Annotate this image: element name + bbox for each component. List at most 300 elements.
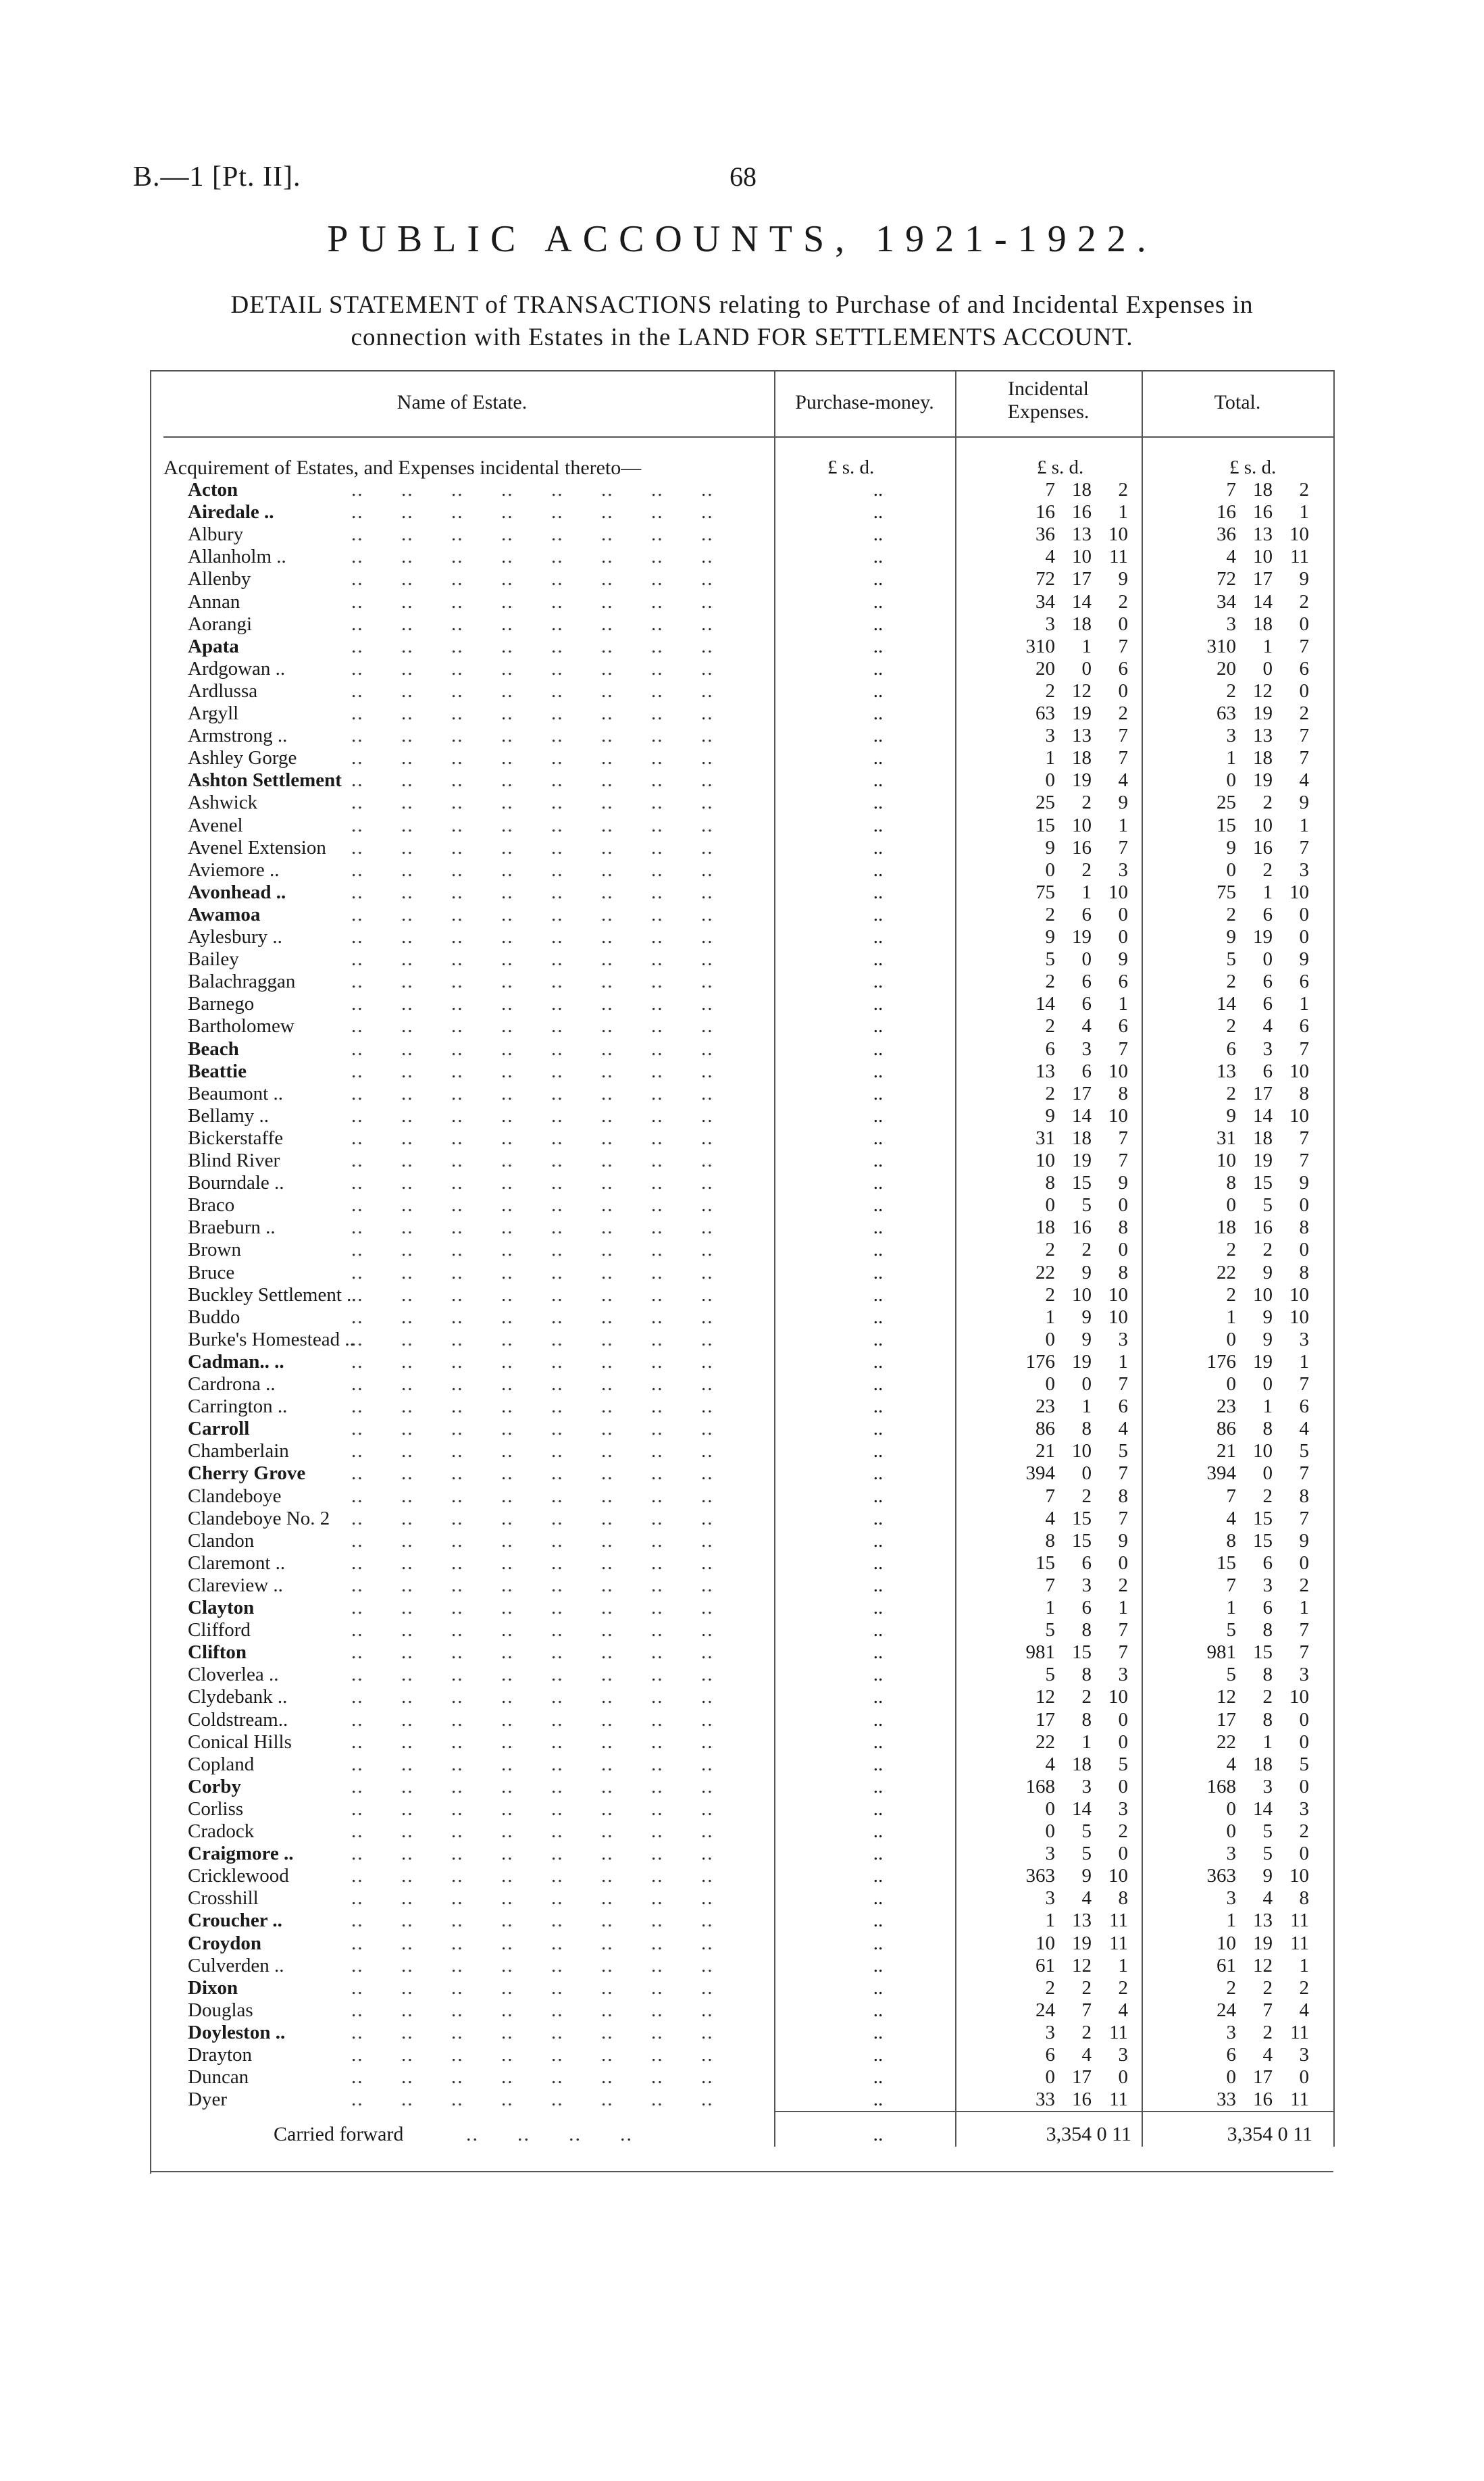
total-pounds: 4 [1226,546,1236,568]
incidental-shillings: 6 [1081,993,1092,1015]
total-shillings: 19 [1253,769,1273,792]
total-pounds: 1 [1226,747,1236,769]
table-row [0,568,1484,590]
leader-dots: .. .. .. .. .. .. .. .. [351,993,714,1015]
total-pounds: 2 [1226,903,1236,925]
purchase-money-cell: .. [873,792,884,814]
total-pounds: 2 [1226,1082,1236,1104]
total-pence: 7 [1299,1150,1309,1171]
purchase-money-cell: .. [873,1910,884,1932]
estate-name: Balachraggan [188,971,296,993]
total-shillings: 12 [1253,680,1273,702]
total-pounds: 7 [1226,479,1236,501]
total-pounds: 3 [1226,2021,1236,2043]
incidental-pence: 0 [1118,613,1128,635]
purchase-money-cell: .. [873,1641,884,1664]
purchase-money-cell: .. [873,1529,884,1552]
estate-name: Ashwick [188,792,258,814]
estate-name: Corby [188,1775,241,1797]
total-pence: 11 [1290,1910,1309,1932]
total-pence: 0 [1299,926,1309,948]
total-pounds: 0 [1226,859,1236,881]
incidental-shillings: 9 [1081,1865,1092,1887]
total-pounds: 16 [1217,501,1236,523]
incidental-shillings: 7 [1081,1999,1092,2021]
leader-dots: .. .. .. .. .. .. .. .. [351,1843,714,1865]
purchase-money-cell: .. [873,1396,884,1418]
estate-name: Ardgowan .. [188,657,286,680]
table-row [0,1060,1484,1083]
incidental-pounds: 9 [1045,926,1055,948]
incidental-shillings: 14 [1072,1797,1092,1820]
column-header-name: Name of Estate. [396,391,528,413]
total-shillings: 1 [1262,635,1273,657]
table-row [0,1955,1484,1977]
total-pounds: 310 [1206,635,1236,657]
purchase-money-cell: .. [873,1686,884,1708]
leader-dots: .. .. .. .. .. .. .. .. [351,657,714,680]
leader-dots: .. .. .. .. .. .. .. .. [351,1910,714,1932]
incidental-shillings: 13 [1072,523,1092,546]
column-header-total: Total. [1214,391,1261,413]
estate-name: Cricklewood [188,1865,289,1887]
estate-name: Brown [188,1239,241,1261]
total-shillings: 9 [1262,1865,1273,1887]
total-shillings: 6 [1262,1060,1273,1082]
total-shillings: 8 [1262,1708,1273,1731]
estate-name: Blind River [188,1150,280,1171]
purchase-money-cell: .. [873,1999,884,2021]
carried-rule-top [774,2111,1333,2112]
incidental-pence: 0 [1118,903,1128,925]
total-shillings: 2 [1262,2021,1273,2043]
total-pence: 8 [1299,1887,1309,1910]
leader-dots: .. .. .. .. .. .. .. .. [351,1865,714,1887]
total-pounds: 8 [1226,1172,1236,1194]
total-pounds: 9 [1226,926,1236,948]
purchase-money-cell: .. [873,1619,884,1641]
purchase-money-cell: .. [873,501,884,523]
incidental-pounds: 16 [1035,501,1055,523]
incidental-shillings: 2 [1081,2021,1092,2043]
total-pounds: 12 [1217,1686,1236,1708]
incidental-pounds: 0 [1045,1194,1055,1217]
leader-dots: .. .. .. .. .. .. .. .. [351,1350,714,1373]
incidental-pence: 9 [1118,1172,1128,1194]
table-row [0,815,1484,837]
incidental-pounds: 0 [1045,769,1055,792]
incidental-shillings: 8 [1081,1708,1092,1731]
incidental-pounds: 22 [1035,1731,1055,1753]
total-pence: 4 [1299,1999,1309,2021]
incidental-pounds: 3 [1045,1843,1055,1865]
leader-dots: .. .. .. .. .. .. .. .. [351,1150,714,1171]
purchase-money-cell: .. [873,1217,884,1239]
incidental-pounds: 17 [1035,1708,1055,1731]
table-row [0,613,1484,636]
total-pence: 10 [1289,1104,1309,1127]
total-shillings: 13 [1253,1910,1273,1932]
incidental-pounds: 0 [1045,859,1055,881]
units-purchase-money: £ s. d. [827,457,875,478]
total-pounds: 4 [1226,1753,1236,1775]
incidental-pence: 7 [1118,747,1128,769]
table-row [0,2066,1484,2089]
total-pence: 10 [1289,1283,1309,1306]
table-row [0,1440,1484,1462]
total-pence: 10 [1289,1686,1309,1708]
incidental-pounds: 5 [1045,1664,1055,1686]
total-pence: 5 [1299,1753,1309,1775]
page-title: PUBLIC ACCOUNTS, 1921-1922. [327,218,1157,260]
total-pence: 0 [1299,1708,1309,1731]
total-pounds: 31 [1217,1127,1236,1149]
incidental-pence: 9 [1118,948,1128,971]
purchase-money-cell: .. [873,1038,884,1060]
incidental-pence: 2 [1118,590,1128,613]
estate-name: Aylesbury .. [188,926,282,948]
purchase-money-cell: .. [873,635,884,657]
incidental-pence: 0 [1118,1731,1128,1753]
purchase-money-cell: .. [873,1328,884,1350]
purchase-money-cell: .. [873,1350,884,1373]
total-pounds: 63 [1217,702,1236,724]
purchase-money-cell: .. [873,1373,884,1395]
incidental-pence: 1 [1118,501,1128,523]
incidental-pounds: 394 [1025,1462,1055,1485]
total-shillings: 1 [1262,1396,1273,1418]
incidental-pence: 8 [1118,1887,1128,1910]
purchase-money-cell: .. [873,1462,884,1485]
total-pounds: 75 [1217,881,1236,903]
estate-name: Beach [188,1038,239,1060]
incidental-shillings: 17 [1072,1082,1092,1104]
table-row [0,1865,1484,1887]
incidental-pence: 3 [1118,1664,1128,1686]
incidental-pounds: 176 [1025,1350,1055,1373]
table-row [0,1754,1484,1776]
purchase-money-cell: .. [873,1261,884,1283]
total-pence: 3 [1299,1328,1309,1350]
leader-dots: .. .. .. .. .. .. .. .. [351,1485,714,1507]
incidental-pence: 10 [1108,1306,1128,1328]
total-shillings: 18 [1253,613,1273,635]
incidental-pence: 7 [1118,635,1128,657]
table-row [0,546,1484,568]
table-row [0,1262,1484,1284]
incidental-pence: 3 [1118,1328,1128,1350]
estate-name: Allenby [188,568,251,590]
incidental-shillings: 2 [1081,1239,1092,1261]
incidental-pence: 10 [1108,1283,1128,1306]
total-shillings: 19 [1253,1932,1273,1954]
column-header-incidental-line-1: Incidental [1008,378,1089,400]
incidental-shillings: 8 [1081,1418,1092,1440]
total-shillings: 9 [1262,1306,1273,1328]
purchase-money-cell: .. [873,1082,884,1104]
leader-dots: .. .. .. .. .. .. .. .. [351,1507,714,1529]
incidental-pounds: 8 [1045,1529,1055,1552]
incidental-shillings: 9 [1081,1306,1092,1328]
total-shillings: 9 [1262,1261,1273,1283]
total-shillings: 13 [1253,725,1273,747]
purchase-money-cell: .. [873,993,884,1015]
estate-name: Doyleston .. [188,2021,286,2043]
total-pence: 2 [1299,479,1309,501]
purchase-money-cell: .. [873,1664,884,1686]
total-pence: 6 [1299,657,1309,680]
table-row [0,971,1484,993]
total-shillings: 15 [1253,1529,1273,1552]
table-row [0,1217,1484,1239]
leader-dots: .. .. .. .. .. .. .. .. [351,1418,714,1440]
total-pounds: 1 [1226,1306,1236,1328]
total-pence: 5 [1299,1440,1309,1462]
total-pence: 0 [1299,1552,1309,1574]
total-shillings: 8 [1262,1664,1273,1686]
table-row [0,948,1484,971]
incidental-shillings: 2 [1081,1686,1092,1708]
purchase-money-cell: .. [873,926,884,948]
total-shillings: 18 [1253,1753,1273,1775]
incidental-pence: 7 [1118,1373,1128,1395]
estate-name: Corliss [188,1797,244,1820]
leader-dots: .. .. .. .. [466,2123,633,2145]
incidental-pence: 7 [1118,1150,1128,1171]
purchase-money-cell: .. [873,1440,884,1462]
incidental-pounds: 4 [1045,546,1055,568]
table-row [0,1843,1484,1865]
table-row [0,1083,1484,1105]
incidental-shillings: 8 [1081,1664,1092,1686]
estate-name: Cardrona .. [188,1373,276,1395]
total-pence: 2 [1299,1820,1309,1842]
incidental-pounds: 72 [1035,568,1055,590]
incidental-shillings: 6 [1081,1060,1092,1082]
incidental-pence: 11 [1109,2089,1128,2111]
total-pence: 9 [1299,1172,1309,1194]
total-pounds: 2 [1226,680,1236,702]
total-pounds: 5 [1226,1619,1236,1641]
total-pence: 0 [1299,1194,1309,1217]
total-pounds: 2 [1226,1015,1236,1038]
estate-name: Avenel Extension [188,836,326,859]
incidental-pence: 5 [1118,1753,1128,1775]
incidental-pounds: 36 [1035,523,1055,546]
table-row [0,1731,1484,1754]
table-row [0,1597,1484,1619]
incidental-pounds: 2 [1045,1283,1055,1306]
incidental-shillings: 4 [1081,1887,1092,1910]
estate-name: Clandeboye No. 2 [188,1507,330,1529]
incidental-pounds: 15 [1035,814,1055,836]
total-pence: 1 [1299,1954,1309,1976]
incidental-pounds: 24 [1035,1999,1055,2021]
incidental-pence: 8 [1118,1485,1128,1507]
table-row [0,1820,1484,1843]
leader-dots: .. .. .. .. .. .. .. .. [351,1775,714,1797]
incidental-shillings: 3 [1081,1038,1092,1060]
total-shillings: 6 [1262,993,1273,1015]
incidental-shillings: 13 [1072,1910,1092,1932]
total-pence: 6 [1299,1396,1309,1418]
incidental-shillings: 9 [1081,1261,1092,1283]
incidental-pounds: 21 [1035,1440,1055,1462]
leader-dots: .. .. .. .. .. .. .. .. [351,1172,714,1194]
total-pounds: 3 [1226,725,1236,747]
estate-name: Bruce [188,1261,235,1283]
incidental-pence: 7 [1118,1127,1128,1149]
purchase-money-cell: .. [873,1820,884,1842]
leader-dots: .. .. .. .. .. .. .. .. [351,702,714,724]
purchase-money-cell: .. [873,1150,884,1171]
total-shillings: 19 [1253,1150,1273,1171]
total-pence: 10 [1289,1060,1309,1082]
incidental-pounds: 61 [1035,1954,1055,1976]
estate-name: Armstrong .. [188,725,288,747]
total-shillings: 2 [1262,1976,1273,1999]
total-shillings: 19 [1253,1350,1273,1373]
total-shillings: 12 [1253,1954,1273,1976]
total-pounds: 7 [1226,1574,1236,1596]
purchase-money-cell: .. [873,2066,884,2089]
column-header-incidental-line-2: Expenses. [1007,401,1090,423]
incidental-pounds: 168 [1025,1775,1055,1797]
estate-name: Culverden .. [188,1954,284,1976]
incidental-pounds: 20 [1035,657,1055,680]
total-pence: 10 [1289,523,1309,546]
purchase-money-cell: .. [873,702,884,724]
incidental-shillings: 19 [1072,1150,1092,1171]
table-row [0,1933,1484,1955]
total-pounds: 13 [1217,1060,1236,1082]
total-shillings: 1 [1262,881,1273,903]
total-pence: 10 [1289,1865,1309,1887]
estate-name: Conical Hills [188,1731,292,1753]
incidental-pence: 7 [1118,836,1128,859]
purchase-money-cell: .. [873,1843,884,1865]
total-pence: 4 [1299,769,1309,792]
total-pence: 7 [1299,836,1309,859]
incidental-shillings: 14 [1072,1104,1092,1127]
leader-dots: .. .. .. .. .. .. .. .. [351,1396,714,1418]
incidental-pounds: 10 [1035,1932,1055,1954]
incidental-pounds: 7 [1045,479,1055,501]
incidental-pounds: 14 [1035,993,1055,1015]
total-pounds: 2 [1226,1976,1236,1999]
incidental-pounds: 310 [1025,635,1055,657]
incidental-pounds: 3 [1045,613,1055,635]
incidental-pence: 1 [1118,814,1128,836]
incidental-pence: 11 [1109,2021,1128,2043]
incidental-pence: 0 [1118,680,1128,702]
estate-name: Dixon [188,1976,238,1999]
estate-name: Ashton Settlement [188,769,342,792]
table-row [0,479,1484,501]
purchase-money-cell: .. [873,1574,884,1596]
incidental-shillings: 1 [1081,1396,1092,1418]
purchase-money-cell: .. [873,836,884,859]
leader-dots: .. .. .. .. .. .. .. .. [351,590,714,613]
table-row [0,1999,1484,2022]
purchase-money-cell: .. [873,590,884,613]
estate-name: Carroll [188,1418,250,1440]
total-pence: 9 [1299,948,1309,971]
total-shillings: 10 [1253,546,1273,568]
incidental-shillings: 0 [1081,657,1092,680]
incidental-pence: 11 [1109,546,1128,568]
incidental-shillings: 2 [1081,1485,1092,1507]
total-shillings: 13 [1253,523,1273,546]
purchase-money-cell: .. [873,1172,884,1194]
total-shillings: 14 [1253,590,1273,613]
total-shillings: 5 [1262,1843,1273,1865]
total-pence: 3 [1299,1664,1309,1686]
leader-dots: .. .. .. .. .. .. .. .. [351,1954,714,1976]
estate-name: Clifton [188,1641,247,1664]
total-pounds: 0 [1226,1328,1236,1350]
table-row [0,1172,1484,1194]
total-shillings: 15 [1253,1172,1273,1194]
total-pence: 2 [1299,702,1309,724]
total-pounds: 1 [1226,1597,1236,1618]
leader-dots: .. .. .. .. .. .. .. .. [351,1283,714,1306]
total-shillings: 2 [1262,1485,1273,1507]
report-reference: B.—1 [Pt. II]. [133,161,301,193]
incidental-pence: 3 [1118,2044,1128,2066]
incidental-pence: 5 [1118,1440,1128,1462]
purchase-money-cell: .. [873,948,884,971]
incidental-shillings: 19 [1072,1350,1092,1373]
incidental-shillings: 1 [1081,1731,1092,1753]
incidental-shillings: 10 [1072,546,1092,568]
incidental-pence: 0 [1118,1843,1128,1865]
total-shillings: 7 [1262,1999,1273,2021]
leader-dots: .. .. .. .. .. .. .. .. [351,859,714,881]
total-pounds: 7 [1226,1485,1236,1507]
purchase-money-cell: .. [873,971,884,993]
incidental-pence: 9 [1118,792,1128,814]
leader-dots: .. .. .. .. .. .. .. .. [351,1194,714,1217]
total-pounds: 34 [1217,590,1236,613]
total-pounds: 15 [1217,814,1236,836]
incidental-pence: 4 [1118,1999,1128,2021]
table-row [0,792,1484,814]
incidental-shillings: 10 [1072,1440,1092,1462]
table-row [0,1910,1484,1932]
leader-dots: .. .. .. .. .. .. .. .. [351,1708,714,1731]
leader-dots: .. .. .. .. .. .. .. .. [351,635,714,657]
total-pounds: 981 [1206,1641,1236,1664]
leader-dots: .. .. .. .. .. .. .. .. [351,1597,714,1618]
incidental-pence: 0 [1118,1194,1128,1217]
total-pounds: 22 [1217,1261,1236,1283]
incidental-shillings: 3 [1081,1574,1092,1596]
purchase-money-cell: .. [873,2044,884,2066]
incidental-shillings: 17 [1072,2066,1092,2089]
incidental-pounds: 2 [1045,1082,1055,1104]
total-pence: 1 [1299,814,1309,836]
total-pounds: 5 [1226,1664,1236,1686]
total-shillings: 16 [1253,836,1273,859]
incidental-pounds: 1 [1045,1910,1055,1932]
purchase-money-cell: .. [873,1015,884,1038]
total-pence: 8 [1299,1261,1309,1283]
table-row [0,591,1484,613]
total-pence: 8 [1299,1217,1309,1239]
total-shillings: 8 [1262,1418,1273,1440]
purchase-money-cell: .. [873,1485,884,1507]
